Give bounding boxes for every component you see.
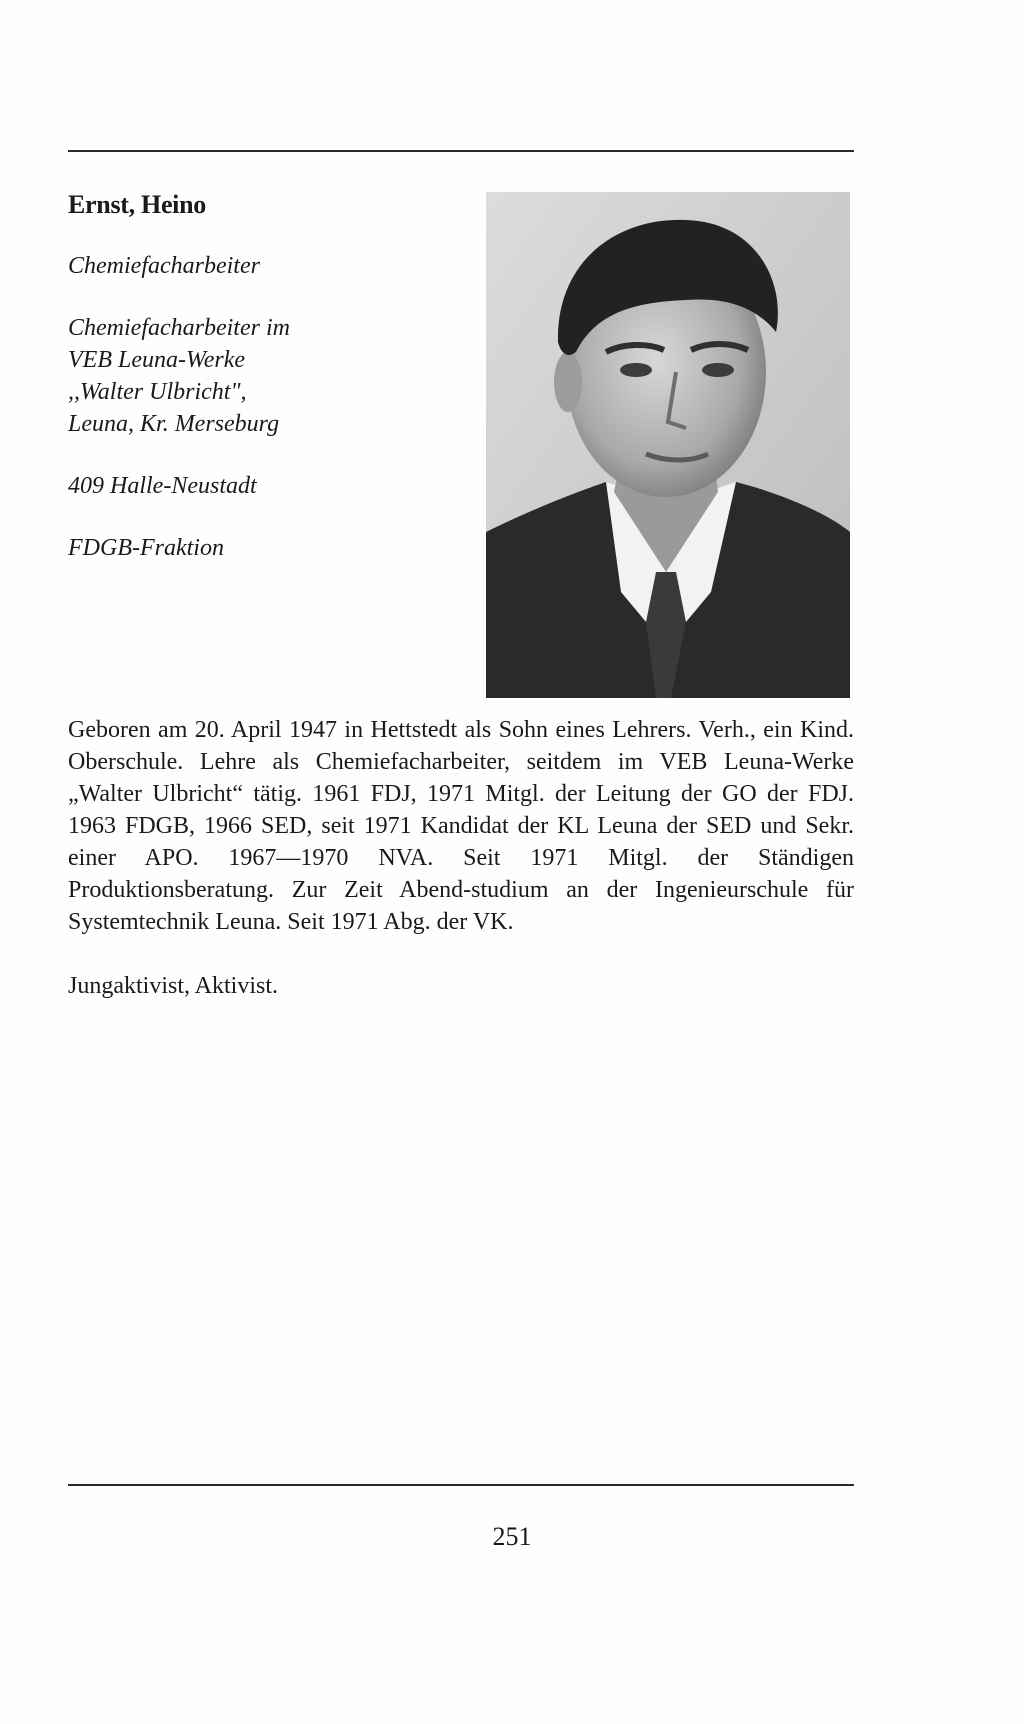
workplace-line: Leuna, Kr. Merseburg: [68, 411, 280, 437]
page-number: 251: [492, 1522, 532, 1551]
awards-text: Jungaktivist, Aktivist.: [68, 973, 279, 999]
portrait-illustration: [486, 192, 850, 698]
workplace-line: Chemiefacharbeiter im: [68, 315, 290, 341]
residence: 409 Halle-Neustadt: [68, 473, 257, 499]
workplace-line: ,,Walter Ulbricht",: [68, 379, 247, 405]
bottom-divider: [68, 1484, 854, 1486]
top-divider: [68, 150, 854, 152]
occupation: Chemiefacharbeiter: [68, 253, 260, 279]
workplace-block: [68, 312, 468, 440]
person-name: Ernst, Heino: [68, 190, 206, 219]
entry-header: [68, 190, 468, 564]
portrait-photo: [486, 192, 850, 698]
biography-text: Geboren am 20. April 1947 in Hettstedt als Sohn eines Lehrers. Verh., ein Kind. Oberschule. Lehre als Chemiefacharbeiter, seitdem im VEB Leuna-Werke „Walter Ulbricht“ tätig. 1961 FDJ, 1971 Mitgl. der Leitung der GO der FDJ. 1963 FDGB, 1966 SED, seit 1971 Kandidat der KL Leuna der SED und Sekr. einer APO. 1967—1970 NVA. Seit 1971 Mitgl. der Ständigen Produktionsberatung. Zur Zeit Abend-studium an der Ingenieurschule für Systemtechnik Leuna. Seit 1971 Abg. der VK.: [68, 717, 854, 935]
faction: FDGB-Fraktion: [68, 535, 224, 561]
workplace-line: VEB Leuna-Werke: [68, 347, 246, 373]
